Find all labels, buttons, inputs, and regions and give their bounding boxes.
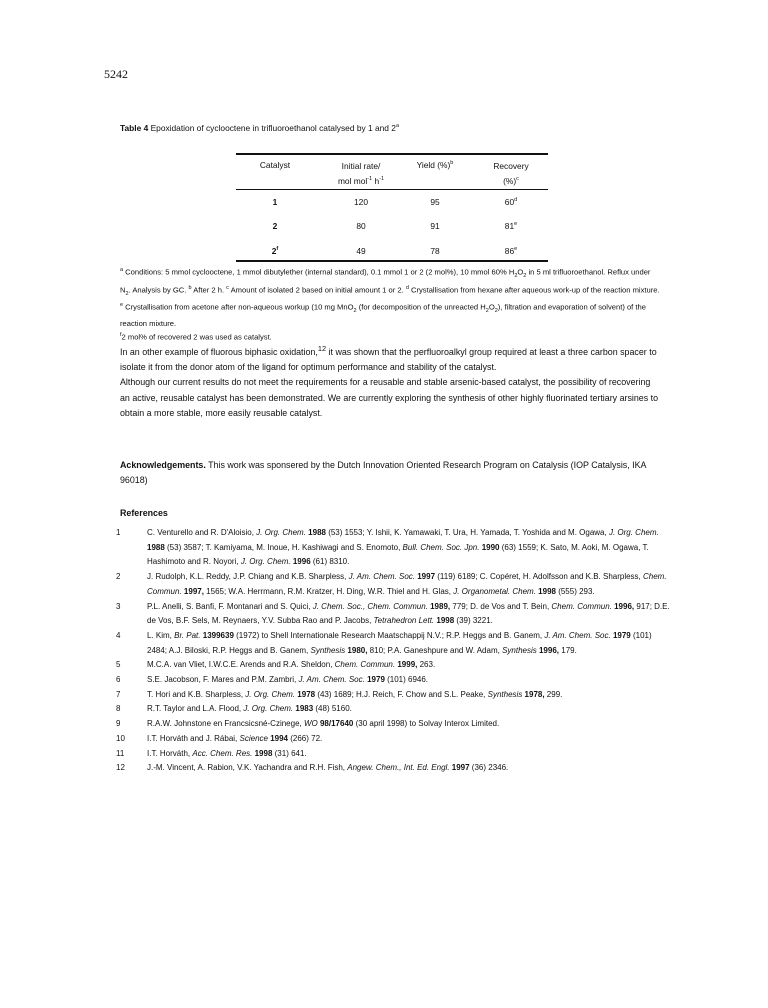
reference-number: 4 — [116, 630, 121, 640]
header-rate-sup1: -1 — [367, 176, 373, 182]
footnote-a-mark: a — [120, 267, 124, 273]
body-paragraph-2: Although our current results do not meet the requirements for a reusable and stable arsenic-based catalyst, the possibility of recovering an active, reusable catalyst has been demonstrated. We are currently exploring the synthesis of other highly fluorinated tertiary arsines to obtain a more stable, more easily reusable catalyst. — [120, 377, 659, 418]
reference-text: I.T. Horváth and J. Rábai, Science 1994 (266) 72. — [147, 733, 323, 743]
reference-item — [116, 658, 676, 673]
reference-item — [116, 673, 676, 688]
reference-text: S.E. Jacobson, F. Mares and P.M. Zambri, J. Am. Chem. Soc. 1979 (101) 6946. — [147, 675, 429, 685]
reference-text: M.C.A. van Vliet, I.W.C.E. Arends and R.A. Sheldon, Chem. Commun. 1999, 263. — [147, 660, 436, 670]
acknowledgements-text: This work was sponsered by the Dutch Innovation Oriented Research Program on Catalysis (IOP Catalysis, IKA 96018) — [120, 460, 646, 486]
header-rate-sup2: -1 — [379, 176, 385, 182]
footnote-c-text: Amount of isolated 2 based on initial amount 1 or 2. — [228, 285, 406, 295]
header-yield — [402, 160, 468, 170]
header-initial-rate — [316, 160, 406, 188]
reference-item — [116, 761, 676, 776]
reference-number: 3 — [116, 601, 121, 611]
reference-number: 9 — [116, 719, 121, 729]
header-recovery-line2: (%) — [503, 175, 517, 186]
header-recovery — [474, 160, 548, 188]
table-footnotes — [120, 265, 660, 343]
header-rate-h: h — [372, 175, 380, 186]
cell-rate: 49 — [356, 246, 366, 256]
cell-catalyst-sup: f — [276, 246, 279, 253]
footnote-e-sub3: 2 — [494, 308, 498, 315]
table-caption-label: Table 4 — [120, 123, 149, 133]
reference-item — [116, 732, 676, 747]
reference-item — [116, 747, 676, 762]
reference-number: 10 — [116, 733, 125, 743]
cell-catalyst — [236, 246, 314, 256]
table-caption — [120, 123, 680, 133]
reference-text: R.T. Taylor and L.A. Flood, J. Org. Chem. 1983 (48) 5160. — [147, 704, 352, 714]
reference-item — [116, 600, 676, 629]
body-paragraph-1 — [120, 341, 660, 375]
cell-yield: 78 — [430, 246, 440, 256]
cell-recovery — [474, 197, 548, 207]
cell-recovery-sup: d — [514, 197, 518, 204]
footnote-e-text3: O — [488, 302, 495, 312]
reference-text: L. Kim, Br. Pat. 1399639 (1972) to Shell Internationale Research Maatschappij N.V.; R.P. Heggs and B. Ganem, J. Am. Chem. Soc. 1979 (101) 2484; A.J. Biloski, R.P. Heggs and B. Ganem, Synthesis 1980, 810; P.A. Ganeshpure and W. Adam, Synthesis 1996, 179. — [147, 630, 652, 655]
footnote-a-sub: 2 — [514, 273, 518, 280]
cell-recovery-value: 86 — [504, 246, 515, 256]
cell-catalyst-value: 1 — [272, 197, 278, 207]
footnote-e-mark: e — [120, 302, 124, 309]
reference-text: C. Venturello and R. D'Aloisio, J. Org. Chem. 1988 (53) 1553; Y. Ishii, K. Yamawaki, T. Ura, H. Yamada, T. Yoshida and M. Ogawa, J. Org. Chem. 1988 (53) 3587; T. Kamiyama, M. Inoue, H. Kashiwagi and S. Enomoto, Bull. Chem. Soc. Jpn. 1990 (63) 1559; K. Sato, M. Aoki, M. Ogawa, T. Hashimoto and R. Noyori, J. Org. Chem. 1996 (61) 8310. — [147, 528, 659, 567]
references-list — [116, 526, 676, 776]
footnote-a-text2: O — [517, 267, 524, 277]
footnote-e-text2: (for decomposition of the unreacted H — [356, 302, 486, 312]
footnote-d-text: Crystallisation from hexane after aqueous work-up of the reaction mixture. — [408, 285, 660, 295]
footnote-e-text: Crystallisation from acetone after non-aqueous workup (10 mg MnO — [123, 302, 354, 312]
footnote-f-text: 2 mol% of recovered 2 was used as catalyst. — [121, 332, 272, 342]
cell-recovery-value: 81 — [504, 221, 515, 231]
reference-item — [116, 717, 676, 732]
cell-rate: 80 — [356, 221, 366, 231]
reference-number: 12 — [116, 763, 125, 773]
header-yield-text: Yield (%) — [416, 160, 451, 170]
table-top-rule — [236, 153, 548, 155]
acknowledgements-label: Acknowledgements. — [120, 460, 206, 470]
reference-number: 8 — [116, 704, 121, 714]
header-recovery-sup: c — [516, 176, 519, 182]
body-p1-text2: it was shown that the perfluoroalkyl group required at least a three carbon spacer to isolate it from the donor atom of the ligand for optimum performance and stability of the catalyst. — [120, 346, 657, 373]
header-rate-line2: mol mol — [337, 175, 368, 186]
table-caption-text: Epoxidation of cyclooctene in trifluoroethanol catalysed by 1 and 2 — [150, 123, 396, 133]
reference-item — [116, 629, 676, 658]
cell-recovery-sup: e — [514, 221, 518, 228]
page-number: 5242 — [104, 67, 128, 81]
cell-yield: 95 — [430, 197, 440, 207]
cell-recovery-value: 60 — [504, 197, 515, 207]
footnote-c-mark: c — [226, 284, 229, 291]
reference-item — [116, 526, 676, 570]
header-rate-line1: Initial rate/ — [341, 161, 381, 171]
body-p1-ref-sup: 12 — [317, 344, 327, 353]
cell-catalyst-value: 2 — [272, 221, 278, 231]
reference-text: I.T. Horváth, Acc. Chem. Res. 1998 (31) 641. — [147, 748, 307, 758]
footnote-e-sub2: 2 — [485, 308, 489, 315]
cell-yield: 91 — [430, 221, 440, 231]
cell-recovery — [474, 246, 548, 256]
header-recovery-line1: Recovery — [493, 161, 529, 171]
reference-text: J. Rudolph, K.L. Reddy, J.P. Chiang and K.B. Sharpless, J. Am. Chem. Soc. 1997 (119) 6189; C. Copéret, H. Adolfsson and K.B. Sharpless, Chem. Commun. 1997, 1565; W.A. Herrmann, R.M. Kratzer, H. Ding, W.R. Thiel and H. Glas, J. Organometal. Chem. 1998 (555) 293. — [147, 572, 667, 596]
reference-item — [116, 570, 676, 599]
reference-number: 6 — [116, 675, 121, 685]
footnote-d-mark: d — [405, 284, 409, 291]
cell-catalyst — [236, 221, 314, 231]
footnote-a-sub2: 2 — [523, 273, 527, 280]
cell-recovery-sup: e — [514, 246, 518, 253]
header-yield-sup: b — [450, 160, 454, 167]
footnote-f-mark: f — [120, 331, 122, 338]
header-catalyst: Catalyst — [259, 160, 291, 170]
acknowledgements — [120, 458, 660, 488]
reference-text: T. Hori and K.B. Sharpless, J. Org. Chem. 1978 (43) 1689; H.J. Reich, F. Chow and S.L. Peake, Synthesis 1978, 299. — [147, 689, 563, 699]
reference-text: P.L. Anelli, S. Banfi, F. Montanari and S. Quici, J. Chem. Soc., Chem. Commun. 1989, 779; D. de Vos and T. Bein, Chem. Commun. 1996, 917; D.E. de Vos, B.F. Sels, M. Reynaers, Y.V. Subba Rao and P. Jacobs, Tetrahedron Lett. 1998 (39) 3221. — [147, 601, 670, 626]
footnote-b-text: After 2 h. — [191, 285, 227, 295]
cell-recovery — [474, 221, 548, 231]
table-caption-footnote-mark: a — [395, 123, 399, 130]
table-bottom-rule — [236, 260, 548, 262]
footnote-a-text3: in 5 ml trifluoroethanol. Reflux under N — [120, 267, 651, 295]
reference-number: 2 — [116, 572, 121, 582]
reference-number: 11 — [116, 748, 125, 758]
footnote-a-sub3: 2 — [125, 290, 129, 297]
reference-number: 7 — [116, 689, 121, 699]
cell-catalyst — [236, 197, 314, 207]
footnote-e-sub: 2 — [353, 308, 357, 315]
references-heading: References — [120, 508, 168, 518]
reference-number: 5 — [116, 660, 121, 670]
cell-catalyst-value: 2 — [271, 246, 277, 256]
footnote-a-text4: . Analysis by GC. — [128, 285, 189, 295]
reference-item — [116, 702, 676, 717]
reference-text: J.-M. Vincent, A. Rabion, V.K. Yachandra and R.H. Fish, Angew. Chem., Int. Ed. Engl. 1997 (36) 2346. — [147, 763, 509, 773]
footnote-e-text4: ), filtration and evaporation of solvent) of the reaction mixture. — [120, 302, 646, 328]
reference-item — [116, 688, 676, 703]
body-text — [120, 341, 660, 421]
footnote-b-mark: b — [188, 284, 192, 291]
body-p1-text: In an other example of fluorous biphasic oxidation, — [120, 346, 318, 357]
footnote-a-text: Conditions: 5 mmol cyclooctene, 1 mmol dibutylether (internal standard), 0.1 mmol 1 or 2 (2 mol%), 10 mmol 60% H — [123, 267, 515, 277]
reference-number: 1 — [116, 528, 121, 537]
cell-rate: 120 — [354, 197, 368, 207]
reference-text: R.A.W. Johnstone en Francsicsné-Czinege, WO 98/17640 (30 april 1998) to Solvay Interox Limited. — [147, 719, 500, 729]
table-header-rule — [236, 189, 548, 190]
